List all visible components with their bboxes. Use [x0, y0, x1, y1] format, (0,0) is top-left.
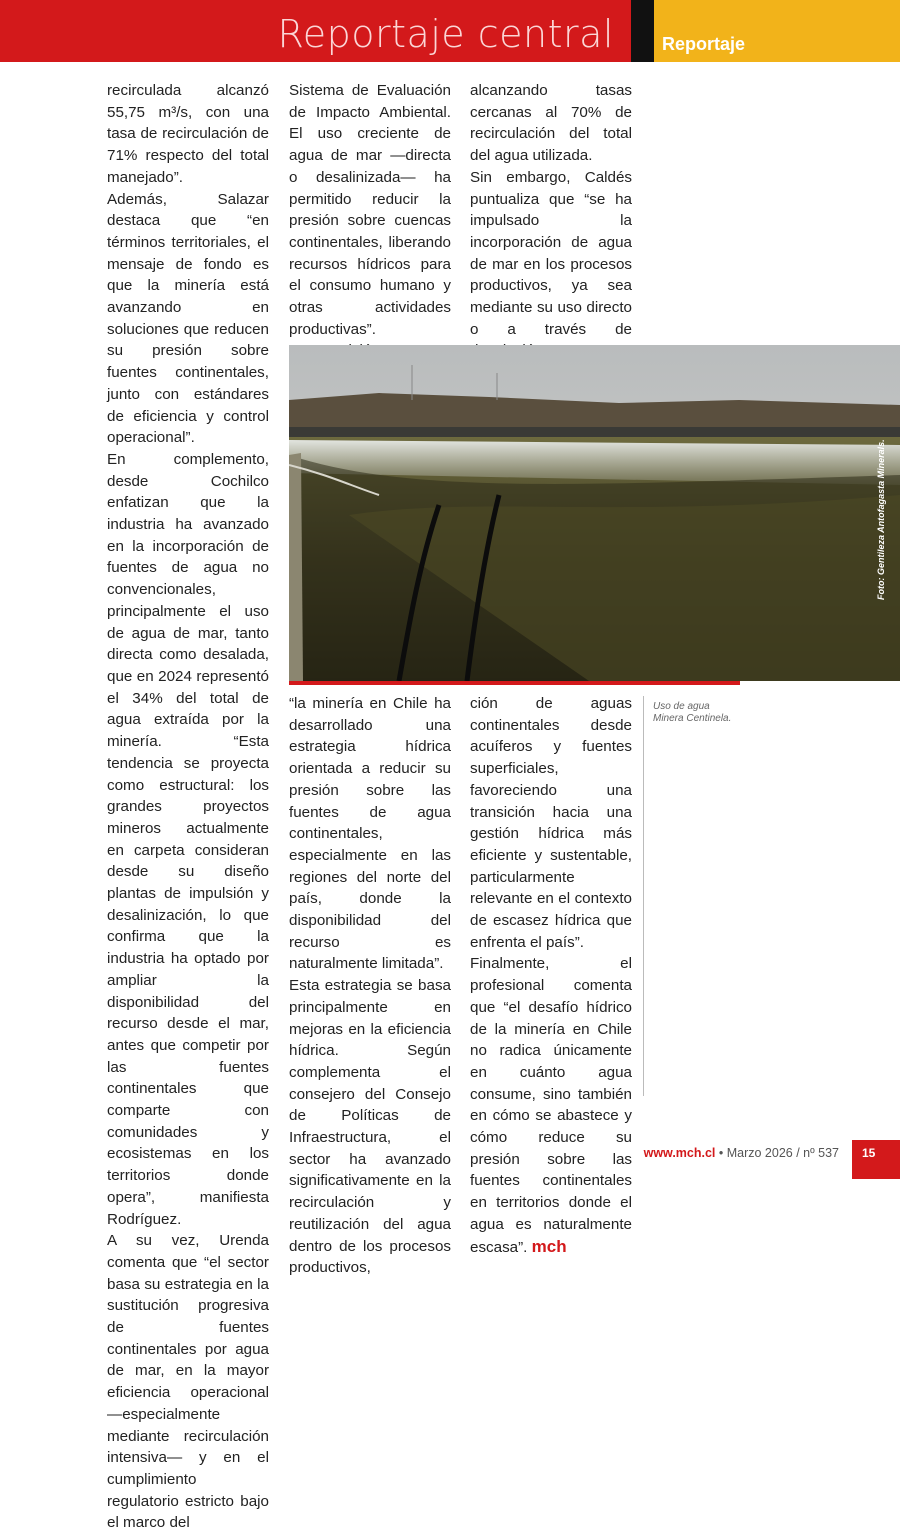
article-column-2-bottom [289, 693, 451, 1279]
paragraph: Sin embargo, Caldés puntualiza que “se ha impulsado la incorporación de agua de mar en los procesos productivos, ya sea mediante su uso directo o a través de [470, 168, 632, 338]
footer-website[interactable]: www.mch.cl [643, 1146, 716, 1160]
paragraph: A su vez, Urenda comenta que “el sector basa su estrategia en la sustitución progresiva de fuentes continentales por agua de mar, en la mayor eficiencia operacional —especialmente mediante recirculación intensiva— y en el cumplimiento regulatorio estricto bajo el marco del [107, 1232, 269, 1532]
header-section-label: Reportaje [662, 34, 746, 54]
page-number-box [852, 1140, 900, 1179]
caption-divider [643, 696, 644, 1096]
header-black-divider [631, 0, 654, 62]
paragraph: Esta estrategia se basa principalmente en mejoras en la eficiencia hídrica. Según complementa el consejero del Consejo de Políticas de Infraestructura, el sector ha avanzado significativamente en la recirculación y reutilización del agua dentro de los procesos productivos, [289, 977, 451, 1277]
paragraph: alcanzando tasas cercanas al 70% de recirculación del total del agua utilizada. [470, 82, 632, 165]
photo-credit: Foto: Gentileza Antofagasta Minerals. [876, 439, 886, 600]
article-photo [289, 345, 900, 681]
page-number: 15 [862, 1146, 876, 1160]
footer [644, 1146, 839, 1160]
end-mark: mch [531, 1236, 567, 1256]
article-column-1 [107, 80, 269, 1534]
photo-accent-line [289, 681, 740, 685]
paragraph: Además, Salazar destaca que “en términos territoriales, el mensaje de fondo es que la minería está avanzando en soluciones que reducen su presión sobre fuentes continentales, junto con estándares de eficiencia y control operacional”. [107, 190, 269, 447]
paragraph: Sistema de Evaluación de Impacto Ambiental. El uso creciente de agua de mar —directa o desalinizada— ha permitido reducir la presión sobre cuencas continentales, liberando recursos hídricos para el consumo humano y otras actividades productivas”. [289, 82, 451, 338]
paragraph: En complemento, desde Cochilco enfatizan que la industria ha avanzado en la incorporación de fuentes de agua no convencionales, principalmente el uso de agua de mar, tanto directa como desalada, que en 2024 representó el 34% del total de agua extraída por la minería. “Esta tendencia se proyecta como estructural: los grandes proyectos mineros actualmente en carpeta consideran desde su diseño plantas de impulsión y desalinización, lo que confirma que la industria ha optado por ampliar la disponibilidad del recurso desde el mar, antes que competir por las fuentes continentales que comparte con comunidades y ecosistemas en los territorios donde opera”, manifiesta Rodríguez. [107, 450, 269, 1228]
article-column-3-bottom [470, 693, 632, 1258]
photo-caption: Uso de agua Minera Centinela. [653, 701, 732, 724]
paragraph-text: Finalmente, el profesional comenta que “el desafío hídrico de la minería en Chile no radica únicamente en cuánto agua consume, sino también en cómo se abastece y cómo reduce su presión sobre las fuentes continentales en territorios donde el agua es naturalmente escasa”. [470, 955, 632, 1256]
paragraph: recirculada alcanzó 55,75 m³/s, con una tasa de recirculación de 71% respecto del total manejado”. [107, 82, 269, 186]
paragraph: “la minería en Chile ha desarrollado una estrategia hídrica orientada a reducir su presión sobre las fuentes de agua continentales, especialmente en las regiones del norte del país, donde la disponibilidad del recurso es naturalmente limitada”. [289, 695, 451, 973]
paragraph: ción de aguas continentales desde acuíferos y fuentes superficiales, favoreciendo una transición hacia una gestión hídrica más eficiente y sustentable, particularmente relevante en el contexto de escasez hídrica que enfrenta el país”. [470, 695, 632, 951]
paragraph [470, 953, 632, 1258]
footer-issue: • Marzo 2026 / nº 537 [715, 1146, 839, 1160]
header-title: Reportaje central [277, 12, 614, 56]
